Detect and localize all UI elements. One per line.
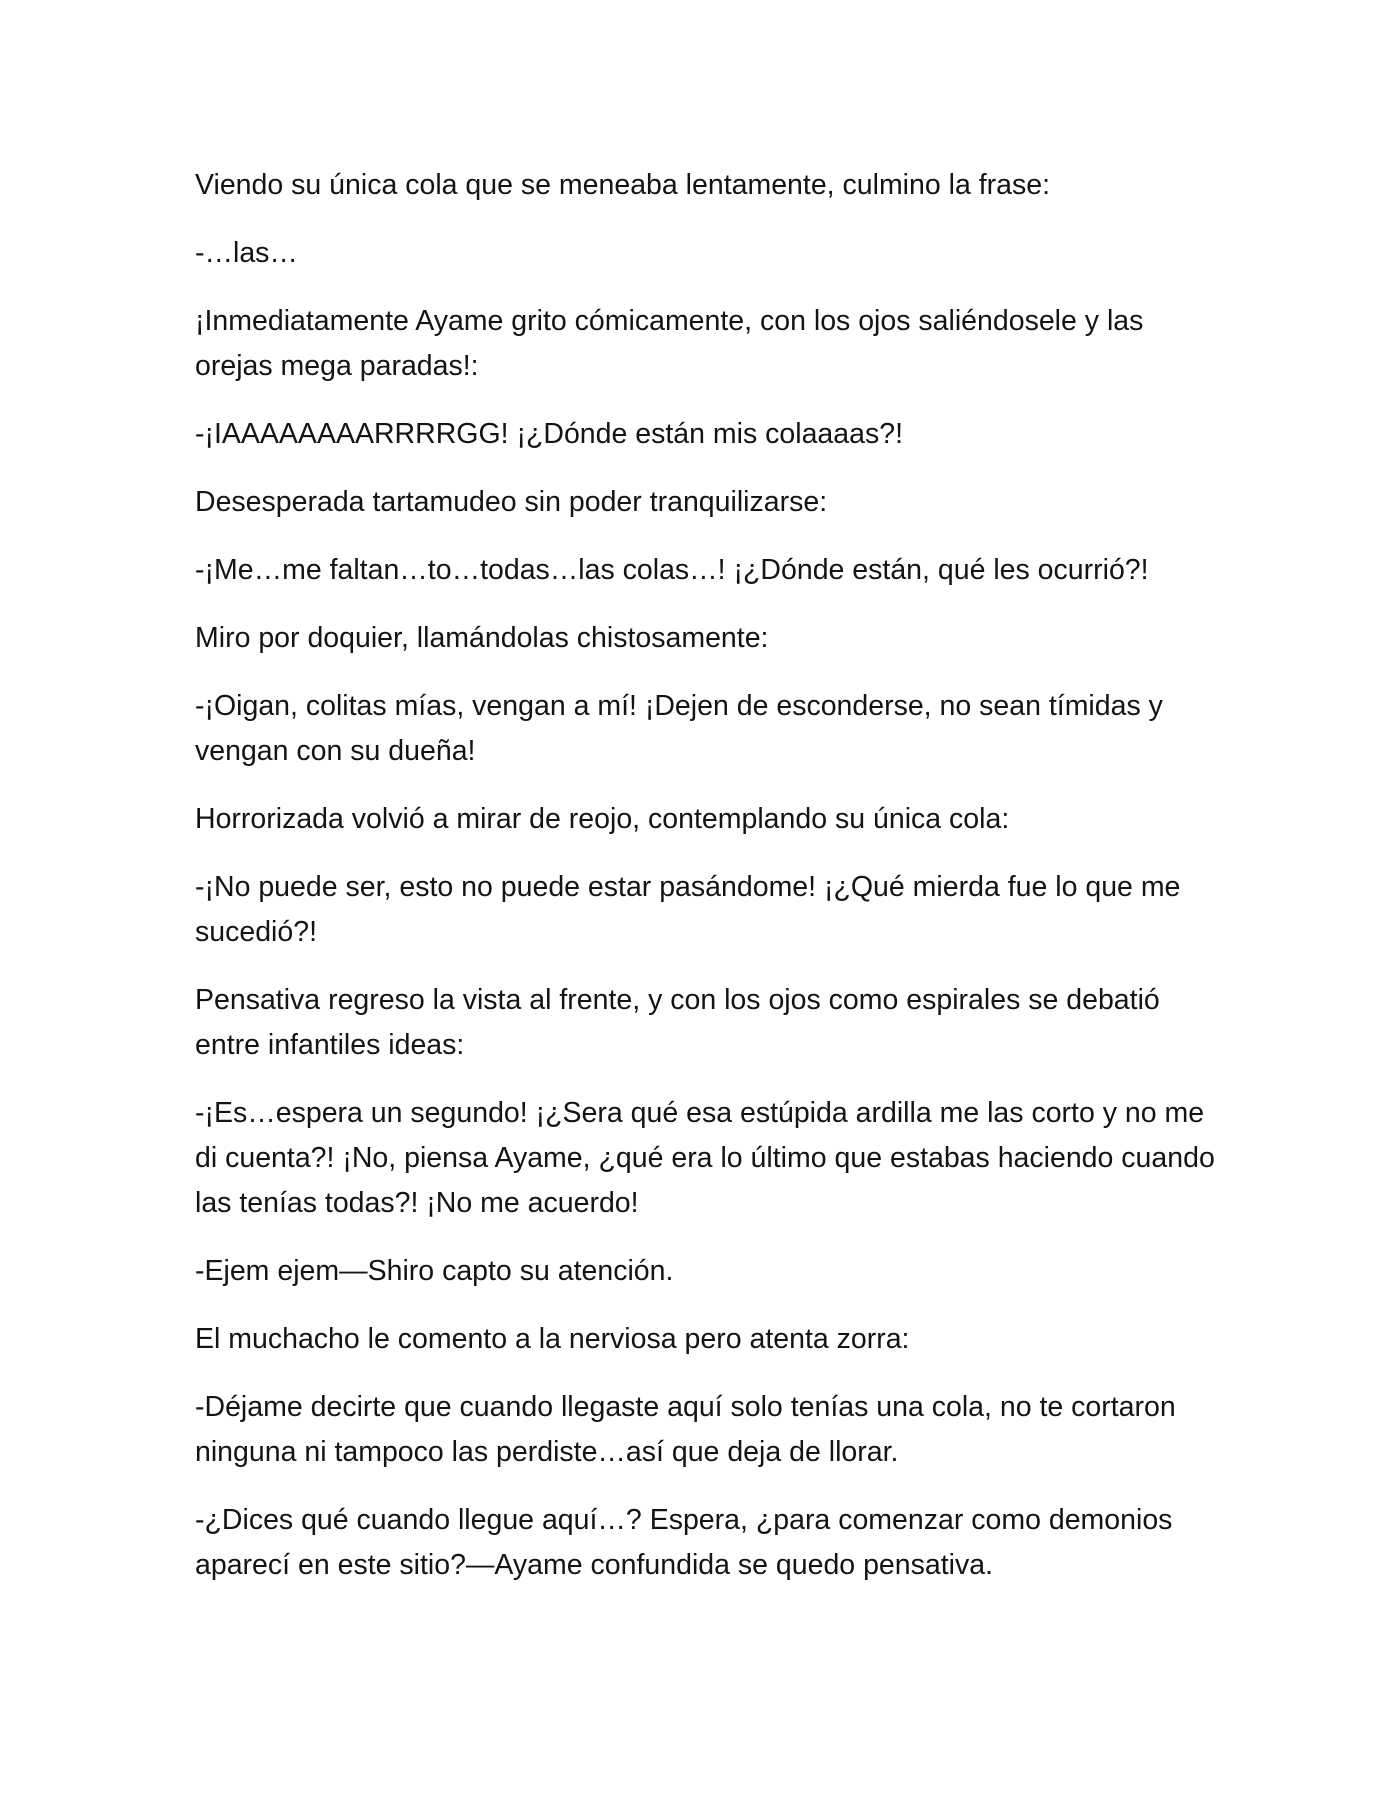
dialogue-line: -¡IAAAAAAAARRRRGG! ¡¿Dónde están mis colaaaas?! bbox=[195, 418, 904, 450]
document-body bbox=[195, 163, 1225, 1611]
paragraph: Miro por doquier, llamándolas chistosamente: bbox=[195, 622, 769, 654]
paragraph: Desesperada tartamudeo sin poder tranquilizarse: bbox=[195, 486, 828, 518]
dialogue-line: -¡Me…me faltan…to…todas…las colas…! ¡¿Dónde están, qué les ocurrió?! bbox=[195, 554, 1149, 586]
dialogue-line: -Ejem ejem—Shiro capto su atención. bbox=[195, 1255, 674, 1287]
dialogue-line: -…las… bbox=[195, 237, 298, 269]
dialogue-line: -Déjame decirte que cuando llegaste aquí solo tenías una cola, no te cortaron ninguna ni tampoco las perdiste…así que deja de llorar. bbox=[195, 1391, 1176, 1468]
paragraph: ¡Inmediatamente Ayame grito cómicamente, con los ojos saliéndosele y las orejas mega paradas!: bbox=[195, 305, 1144, 382]
paragraph: Pensativa regreso la vista al frente, y con los ojos como espirales se debatió entre infantiles ideas: bbox=[195, 984, 1160, 1061]
dialogue-line: -¡Oigan, colitas mías, vengan a mí! ¡Dejen de esconderse, no sean tímidas y vengan con su dueña! bbox=[195, 690, 1163, 767]
dialogue-line: -¿Dices qué cuando llegue aquí…? Espera, ¿para comenzar como demonios aparecí en este sitio?—Ayame confundida se quedo pensativa. bbox=[195, 1504, 1173, 1581]
dialogue-line: -¡No puede ser, esto no puede estar pasándome! ¡¿Qué mierda fue lo que me sucedió?! bbox=[195, 871, 1181, 948]
dialogue-line: -¡Es…espera un segundo! ¡¿Sera qué esa estúpida ardilla me las corto y no me di cuenta?! ¡No, piensa Ayame, ¿qué era lo último que estabas haciendo cuando las tenías todas?! ¡No me acuerdo! bbox=[195, 1097, 1215, 1219]
paragraph: Viendo su única cola que se meneaba lentamente, culmino la frase: bbox=[195, 169, 1051, 201]
paragraph: Horrorizada volvió a mirar de reojo, contemplando su única cola: bbox=[195, 803, 1010, 835]
paragraph: El muchacho le comento a la nerviosa pero atenta zorra: bbox=[195, 1323, 910, 1355]
